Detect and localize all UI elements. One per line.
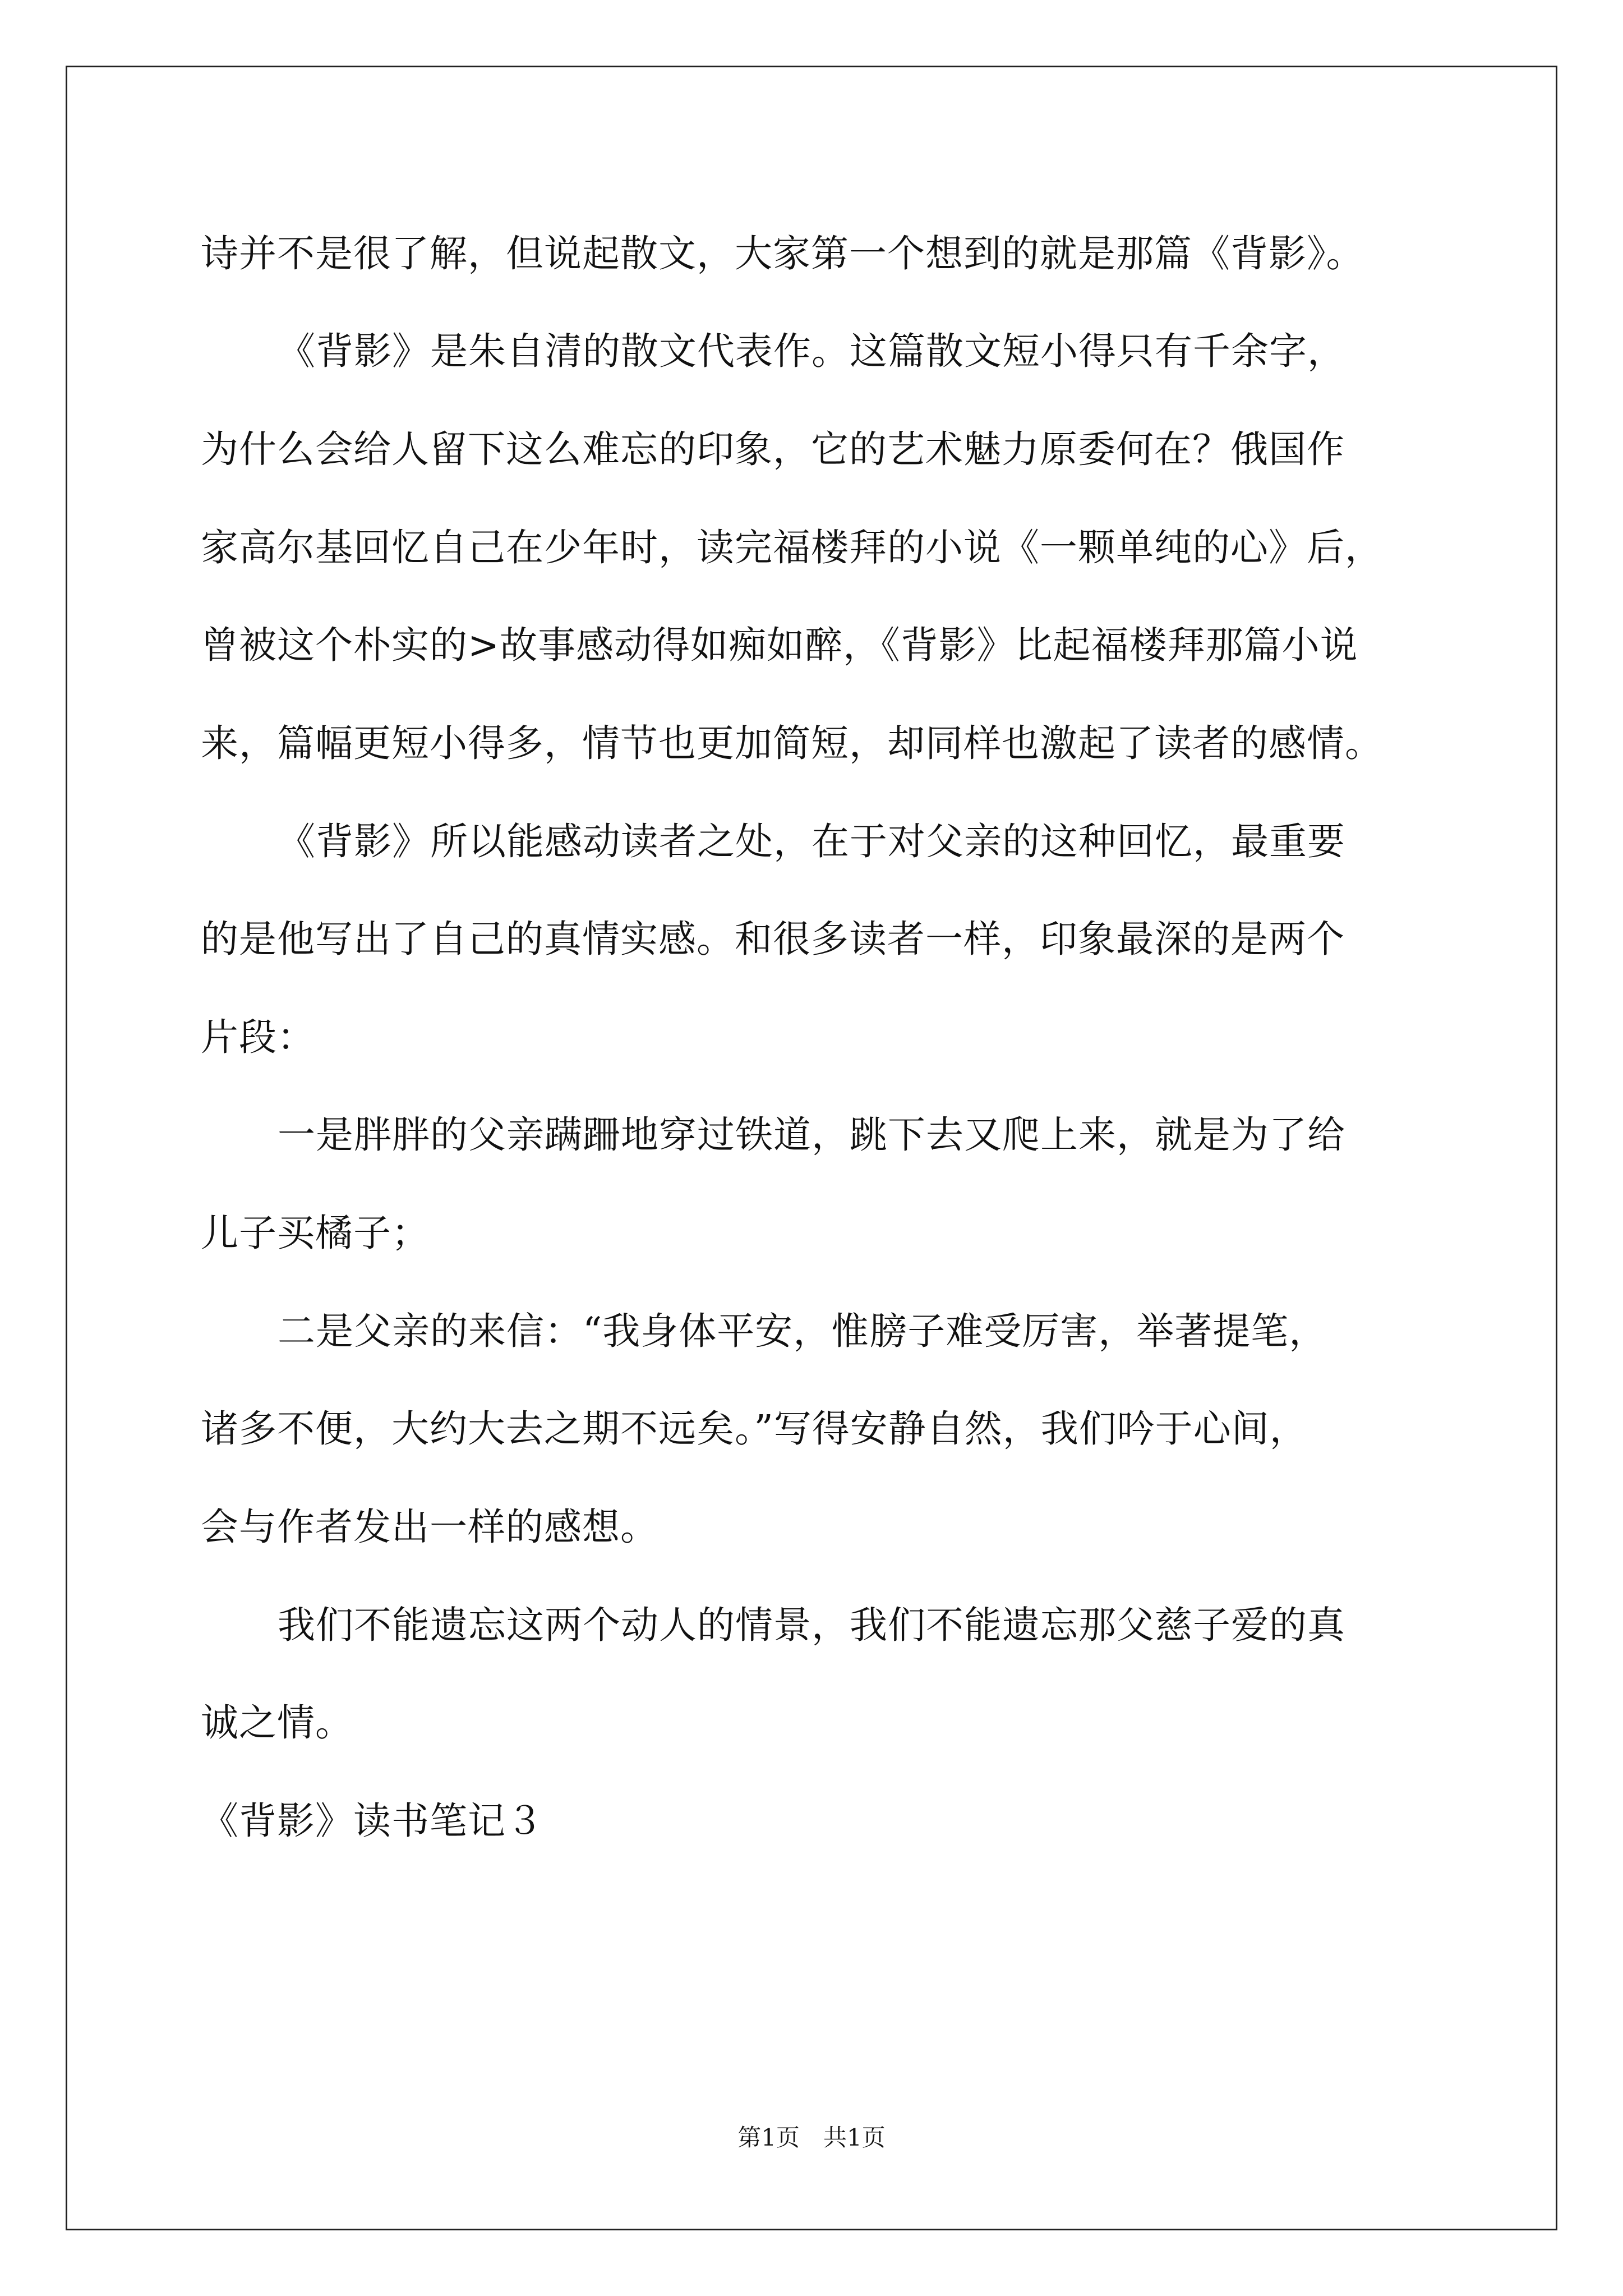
text-line: 的是他写出了自己的真情实感。和很多读者一样，印象最深的是两个 (201, 917, 1345, 961)
text-line: 会与作者发出一样的感想。 (201, 1505, 658, 1549)
text-line: 《背影》所以能感动读者之处，在于对父亲的这种回忆，最重要 (278, 820, 1345, 863)
text-line: 我们不能遗忘这两个动人的情景，我们不能遗忘那父慈子爱的真 (278, 1603, 1345, 1647)
text-line: 《背影》是朱自清的散文代表作。这篇散文短小得只有千余字， (278, 329, 1345, 373)
text-line: 诸多不便，大约大去之期不远矣。”写得安静自然，我们吟于心间， (201, 1407, 1308, 1451)
text-line: 一是胖胖的父亲蹒跚地穿过铁道，跳下去又爬上来，就是为了给 (278, 1113, 1345, 1157)
text-line: 诗并不是很了解，但说起散文，大家第一个想到的就是那篇《背影》。 (201, 232, 1364, 275)
text-line: 来，篇幅更短小得多，情节也更加简短，却同样也激起了读者的感情。 (201, 721, 1383, 765)
text-line: 为什么会给人留下这么难忘的印象，它的艺术魅力原委何在？俄国作 (201, 427, 1345, 471)
text-line: 片段： (201, 1015, 315, 1059)
section-heading: 《背影》读书笔记３ (201, 1799, 544, 1843)
text-line: 家高尔基回忆自己在少年时，读完福楼拜的小说《一颗单纯的心》后， (201, 526, 1383, 569)
text-line: 二是父亲的来信：“我身体平安，惟膀子难受厉害，举著提笔， (278, 1309, 1327, 1353)
text-line: 儿子买橘子； (201, 1211, 430, 1255)
page-footer: 第1页 共1页 (737, 2124, 886, 2151)
text-line: 诚之情。 (201, 1701, 353, 1745)
text-line: 曾被这个朴实的>故事感动得如痴如醉，《背影》比起福楼拜那篇小说 (201, 623, 1358, 667)
